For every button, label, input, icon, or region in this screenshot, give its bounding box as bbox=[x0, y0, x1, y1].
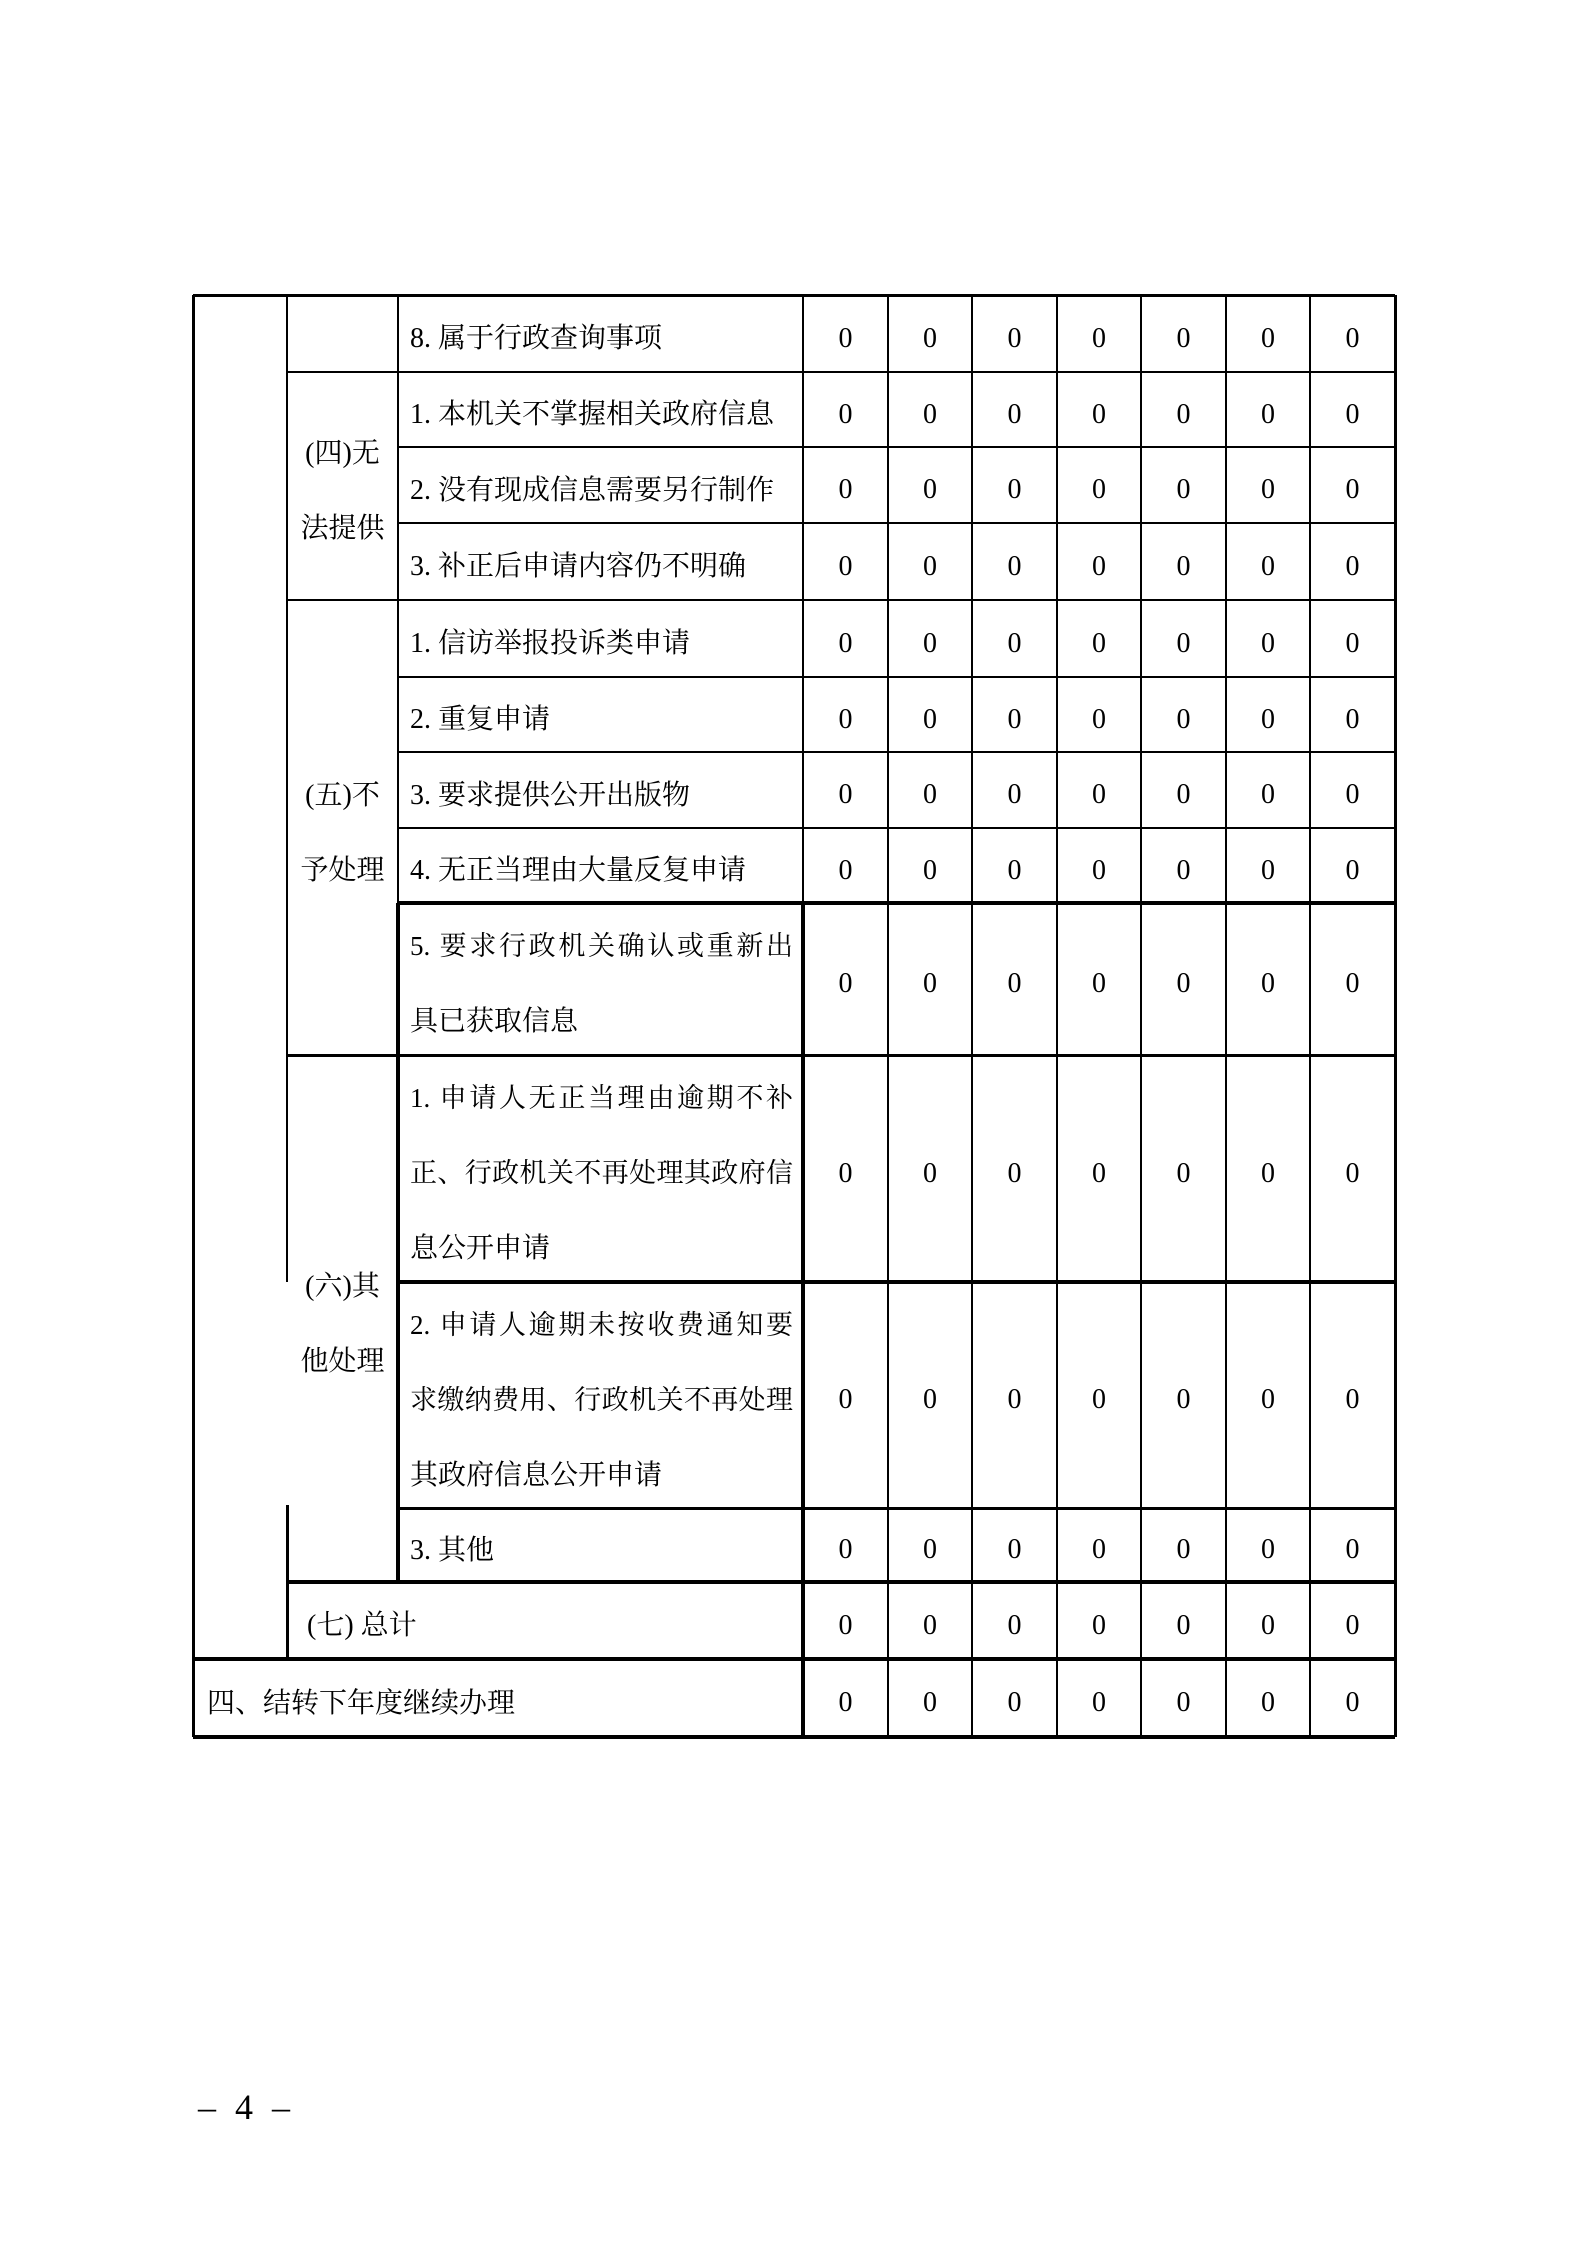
table-row-label bbox=[398, 1508, 803, 1582]
table-cell-value: 0 bbox=[838, 779, 853, 810]
table-row-label bbox=[398, 523, 803, 600]
row-label-line: 1. 信访举报投诉类申请 bbox=[410, 628, 691, 659]
table-cell-value: 0 bbox=[1092, 322, 1106, 354]
row-label-line: 3. 补正后申请内容仍不明确 bbox=[410, 551, 747, 582]
table-cell-value: 0 bbox=[1345, 779, 1360, 810]
table-row-label bbox=[398, 372, 803, 447]
table-cell-value: 0 bbox=[838, 550, 853, 582]
table-border-line bbox=[398, 522, 1395, 524]
table-cell-value: 0 bbox=[1007, 627, 1022, 659]
row-label-line: 3. 要求提供公开出版物 bbox=[410, 779, 691, 811]
table-cell-value: 0 bbox=[1345, 1609, 1360, 1641]
table-cell-value: 0 bbox=[1176, 322, 1191, 354]
table-cell-value: 0 bbox=[838, 1687, 853, 1718]
row-label-line: 1. 本机关不掌握相关政府信息 bbox=[410, 399, 775, 430]
page-number: – 4 – bbox=[198, 2087, 295, 2127]
table-row-label bbox=[398, 600, 803, 677]
table-cell-value: 0 bbox=[838, 398, 853, 430]
table-cell-value: 0 bbox=[1007, 398, 1022, 430]
table-cell-value: 0 bbox=[838, 1534, 853, 1565]
category-label bbox=[287, 1055, 398, 1582]
table-cell-value: 0 bbox=[1007, 322, 1022, 354]
table-cell-value: 0 bbox=[838, 1384, 853, 1415]
table-cell-value: 0 bbox=[1261, 550, 1275, 582]
table-row-label bbox=[398, 677, 803, 752]
table-cell-value: 0 bbox=[1176, 1609, 1191, 1641]
table-cell-value: 0 bbox=[1176, 968, 1191, 999]
table-cell-value: 0 bbox=[1345, 322, 1360, 354]
table-cell-value: 0 bbox=[1176, 779, 1191, 810]
table-border-line bbox=[287, 1580, 1395, 1584]
category-label-line: 予处理 bbox=[300, 854, 385, 886]
table-cell-value: 0 bbox=[1176, 474, 1191, 505]
table-cell-value: 0 bbox=[923, 1609, 937, 1641]
table-cell-value: 0 bbox=[1261, 1384, 1275, 1415]
row-label-line: 其政府信息公开申请 bbox=[410, 1459, 663, 1491]
table-border-line bbox=[193, 1735, 1395, 1739]
row-label-line: 8. 属于行政查询事项 bbox=[410, 323, 663, 354]
table-cell-value: 0 bbox=[1176, 1534, 1191, 1565]
table-border-line bbox=[287, 1054, 1395, 1057]
table-row-label bbox=[398, 295, 803, 372]
table-cell-value: 0 bbox=[923, 703, 937, 735]
table-cell-value: 0 bbox=[838, 968, 853, 999]
table-cell-value: 0 bbox=[1345, 550, 1360, 582]
row-label-line: 2. 没有现成信息需要另行制作 bbox=[410, 474, 775, 506]
table-row-label bbox=[398, 903, 803, 1055]
table-cell-value: 0 bbox=[923, 627, 937, 659]
table-cell-value: 0 bbox=[838, 854, 853, 886]
table-cell-value: 0 bbox=[1345, 474, 1360, 505]
table-cell-value: 0 bbox=[1007, 1384, 1022, 1415]
table-row-label bbox=[398, 1055, 803, 1282]
table-border-line bbox=[1225, 295, 1227, 1737]
table-cell-value: 0 bbox=[1176, 550, 1191, 582]
table-border-line bbox=[287, 371, 1395, 373]
table-border-line bbox=[287, 599, 1395, 601]
table-cell-value: 0 bbox=[1261, 779, 1275, 810]
category-label-line: 他处理 bbox=[300, 1345, 385, 1377]
table-cell-value: 0 bbox=[1092, 398, 1106, 430]
row-label-line: 4. 无正当理由大量反复申请 bbox=[410, 855, 747, 886]
table-cell-value: 0 bbox=[1176, 1384, 1191, 1415]
row-label-line: 正、行政机关不再处理其政府信 bbox=[410, 1158, 793, 1188]
category-label bbox=[287, 372, 398, 600]
table-border-line bbox=[887, 295, 889, 1737]
table-cell-value: 0 bbox=[1176, 1157, 1191, 1189]
table-cell-value: 0 bbox=[1007, 779, 1022, 810]
table-border-line bbox=[802, 295, 804, 903]
table-border-line bbox=[286, 295, 288, 1282]
table-cell-value: 0 bbox=[838, 474, 853, 505]
table-cell-value: 0 bbox=[1092, 779, 1106, 810]
table-cell-value: 0 bbox=[1345, 398, 1360, 430]
table-cell-value: 0 bbox=[1345, 1157, 1360, 1189]
table-cell-value: 0 bbox=[1092, 1687, 1106, 1718]
table-border-line bbox=[398, 446, 1395, 448]
table-cell-value: 0 bbox=[1007, 550, 1022, 582]
category-label-line: (四)无 bbox=[305, 438, 380, 469]
table-border-line bbox=[193, 294, 1395, 297]
table-cell-value: 0 bbox=[1007, 968, 1022, 999]
table-border-line bbox=[1394, 295, 1397, 1737]
table-border-line bbox=[193, 1657, 1395, 1661]
row-label-line: 1. 申请人无正当理由逾期不补 bbox=[410, 1083, 793, 1113]
row-label-line: 四、结转下年度继续办理 bbox=[207, 1687, 516, 1719]
table-border-line bbox=[1309, 295, 1311, 1737]
table-cell-value: 0 bbox=[838, 322, 853, 354]
table-cell-value: 0 bbox=[1261, 1157, 1275, 1189]
table-cell-value: 0 bbox=[1092, 703, 1106, 735]
row-label-line: 3. 其他 bbox=[410, 1534, 495, 1566]
table-cell-value: 0 bbox=[1345, 854, 1360, 886]
table-cell-value: 0 bbox=[1092, 627, 1106, 659]
table-cell-value: 0 bbox=[923, 398, 937, 430]
table-cell-value: 0 bbox=[1261, 703, 1275, 735]
row-label-line: 息公开申请 bbox=[410, 1233, 551, 1264]
row-label-line: 求缴纳费用、行政机关不再处理 bbox=[410, 1384, 793, 1415]
table-cell-value: 0 bbox=[1261, 968, 1275, 999]
table-cell-value: 0 bbox=[1007, 703, 1022, 735]
table-row-label bbox=[398, 1282, 803, 1508]
category-label-line: (五)不 bbox=[305, 779, 380, 811]
table-cell-value: 0 bbox=[1345, 1687, 1360, 1718]
row-label-line: 2. 重复申请 bbox=[410, 704, 551, 735]
table-border-line bbox=[1056, 295, 1058, 1737]
table-cell-value: 0 bbox=[1345, 1534, 1360, 1565]
category-label-line: 法提供 bbox=[300, 513, 385, 544]
table-cell-value: 0 bbox=[1176, 854, 1191, 886]
table-cell-value: 0 bbox=[1261, 398, 1275, 430]
table-cell-value: 0 bbox=[923, 1384, 937, 1415]
row-label-line: 5. 要求行政机关确认或重新出 bbox=[410, 931, 793, 961]
table-row-label bbox=[398, 447, 803, 523]
table-cell-value: 0 bbox=[1092, 968, 1106, 999]
table-border-line bbox=[192, 295, 195, 1737]
table-cell-value: 0 bbox=[1092, 1384, 1106, 1415]
table-cell-value: 0 bbox=[838, 1157, 853, 1189]
table-border-line bbox=[396, 903, 400, 1582]
table-row-label bbox=[398, 828, 803, 903]
table-cell-value: 0 bbox=[1092, 1157, 1106, 1189]
table-border-line bbox=[398, 751, 1395, 753]
table-cell-value: 0 bbox=[1261, 474, 1275, 505]
table-cell-value: 0 bbox=[923, 779, 937, 810]
table-cell-value: 0 bbox=[923, 1157, 937, 1189]
table-cell-value: 0 bbox=[1176, 398, 1191, 430]
table-cell-value: 0 bbox=[838, 627, 853, 659]
table-cell-value: 0 bbox=[1007, 1157, 1022, 1189]
table-cell-value: 0 bbox=[1345, 1384, 1360, 1415]
table-cell-value: 0 bbox=[1345, 627, 1360, 659]
table-cell-value: 0 bbox=[1345, 968, 1360, 999]
table-cell-value: 0 bbox=[1007, 474, 1022, 505]
table-border-line bbox=[971, 295, 973, 1737]
table-cell-value: 0 bbox=[1092, 474, 1106, 505]
table-border-line bbox=[1140, 295, 1142, 1737]
category-label-line: (六)其 bbox=[305, 1270, 380, 1302]
table-cell-value: 0 bbox=[1176, 627, 1191, 659]
table-cell-value: 0 bbox=[923, 854, 937, 886]
table-cell-value: 0 bbox=[1092, 1534, 1106, 1565]
category-label bbox=[287, 600, 398, 1055]
table-row-label bbox=[193, 1659, 803, 1737]
table-border-line bbox=[398, 1280, 1395, 1284]
table-cell-value: 0 bbox=[1261, 322, 1275, 354]
table-cell-value: 0 bbox=[838, 1609, 853, 1641]
row-label-line: (七) 总计 bbox=[307, 1610, 417, 1641]
table-row-label bbox=[287, 1582, 803, 1659]
row-label-line: 具已获取信息 bbox=[410, 1006, 579, 1037]
table-cell-value: 0 bbox=[1092, 1609, 1106, 1641]
table-cell-value: 0 bbox=[923, 1687, 937, 1718]
table-border-line bbox=[398, 676, 1395, 678]
table-cell-value: 0 bbox=[1261, 1687, 1275, 1718]
table-border-line bbox=[398, 901, 1395, 905]
table-border-line bbox=[801, 903, 805, 1737]
table-cell-value: 0 bbox=[1176, 703, 1191, 735]
table-border-line bbox=[397, 295, 399, 903]
table-cell-value: 0 bbox=[838, 703, 853, 735]
table-cell-value: 0 bbox=[1007, 1609, 1022, 1641]
table-row-label bbox=[398, 752, 803, 828]
table-cell-value: 0 bbox=[1092, 854, 1106, 886]
row-label-line: 2. 申请人逾期未按收费通知要 bbox=[410, 1309, 793, 1340]
table-cell-value: 0 bbox=[1176, 1687, 1191, 1718]
table-cell-value: 0 bbox=[923, 550, 937, 582]
table-cell-value: 0 bbox=[1261, 1534, 1275, 1565]
table-cell-value: 0 bbox=[1092, 550, 1106, 582]
table-cell-value: 0 bbox=[923, 322, 937, 354]
table-cell-value: 0 bbox=[1007, 1534, 1022, 1565]
table-cell-value: 0 bbox=[923, 968, 937, 999]
table-cell-value: 0 bbox=[1345, 703, 1360, 735]
table-border-line bbox=[398, 827, 1395, 829]
table-border-line bbox=[286, 1505, 289, 1659]
table-cell-value: 0 bbox=[923, 474, 937, 505]
table-cell-value: 0 bbox=[1007, 854, 1022, 886]
table-cell-value: 0 bbox=[1261, 1609, 1275, 1641]
table-cell-value: 0 bbox=[1261, 854, 1275, 886]
table-cell-value: 0 bbox=[923, 1534, 937, 1565]
table-border-line bbox=[398, 1507, 1395, 1510]
table-cell-value: 0 bbox=[1261, 627, 1275, 659]
table-cell-value: 0 bbox=[1007, 1687, 1022, 1718]
